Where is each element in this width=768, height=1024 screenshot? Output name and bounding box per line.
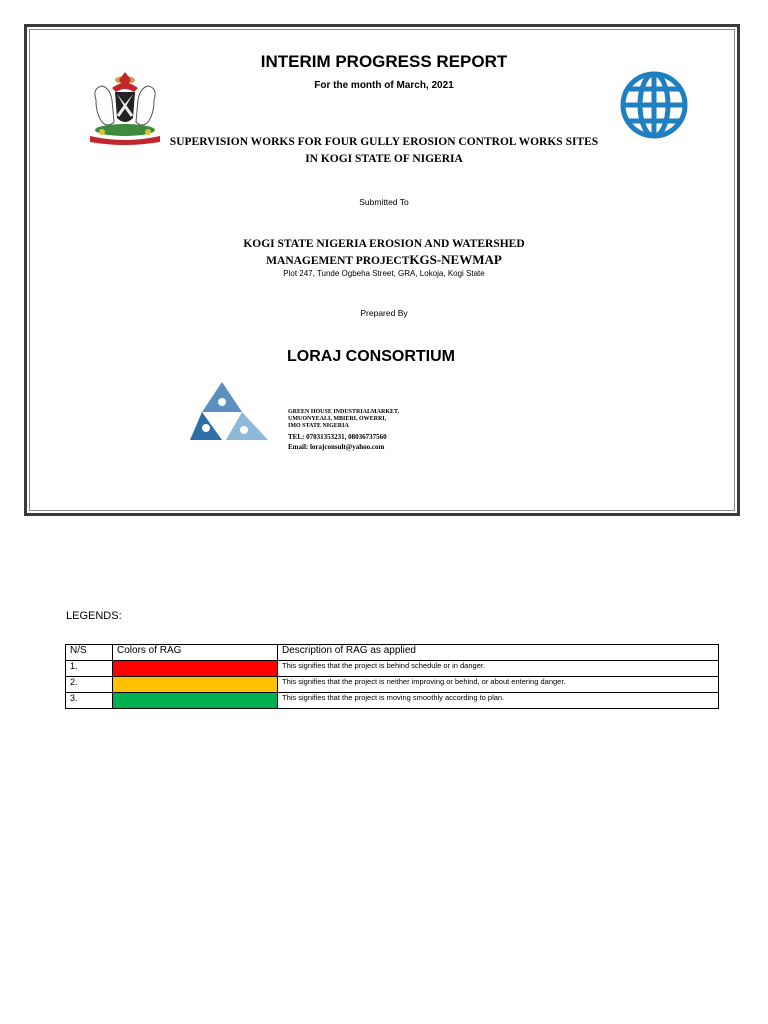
firm-telephone: TEL: 07031353231, 08036737560 (288, 433, 387, 441)
row-description: This signifies that the project is neither improving or behind, or about entering danger. (278, 677, 719, 693)
row-ns: 3. (66, 693, 113, 709)
client-name-line1: KOGI STATE NIGERIA EROSION AND WATERSHED (243, 238, 525, 250)
project-scope-line1: SUPERVISION WORKS FOR FOUR GULLY EROSION CONTROL WORKS SITES (169, 136, 599, 148)
report-title: INTERIM PROGRESS REPORT (260, 52, 508, 71)
header-colors: Colors of RAG (113, 645, 278, 661)
client-name-line2 (0, 252, 768, 268)
submitted-to-label: Submitted To (359, 197, 409, 207)
row-description: This signifies that the project is moving smoothly according to plan. (278, 693, 719, 709)
client-acronym: KGS-NEWMAP (409, 252, 502, 267)
header-ns: N/S (66, 645, 113, 661)
client-address: Plot 247, Tunde Ogbeha Street, GRA, Lokoja, Kogi State (283, 269, 485, 278)
rag-red-swatch (113, 661, 277, 676)
table-row (66, 677, 719, 693)
legends-heading: LEGENDS: (66, 610, 122, 622)
firm-address-line3: IMO STATE NIGERIA (288, 423, 349, 429)
firm-name: LORAJ CONSORTIUM (287, 348, 455, 365)
row-ns: 2. (66, 677, 113, 693)
row-ns: 1. (66, 661, 113, 677)
table-row (66, 693, 719, 709)
firm-email: Email: lorajconsult@yahoo.com (288, 443, 385, 451)
client-name-text: MANAGEMENT PROJECT (266, 255, 410, 267)
firm-address-line2: UMUONYEALI, MBIERI, OWERRI, (288, 416, 387, 422)
header-description: Description of RAG as applied (278, 645, 719, 661)
loraj-consortium-logo-icon (176, 376, 272, 444)
report-period: For the month of March, 2021 (314, 80, 454, 91)
prepared-by-label: Prepared By (360, 308, 408, 318)
rag-color-cell (113, 693, 278, 709)
table-header-row (66, 645, 719, 661)
rag-amber-swatch (113, 677, 277, 692)
row-description: This signifies that the project is behind schedule or in danger. (278, 661, 719, 677)
rag-color-cell (113, 677, 278, 693)
table-row (66, 661, 719, 677)
firm-address-line1: GREEN HOUSE INDUSTRIALMARKET, (288, 409, 400, 415)
project-scope-line2: IN KOGI STATE OF NIGERIA (305, 153, 463, 165)
rag-legend-table (65, 644, 719, 709)
rag-green-swatch (113, 693, 277, 708)
rag-color-cell (113, 661, 278, 677)
